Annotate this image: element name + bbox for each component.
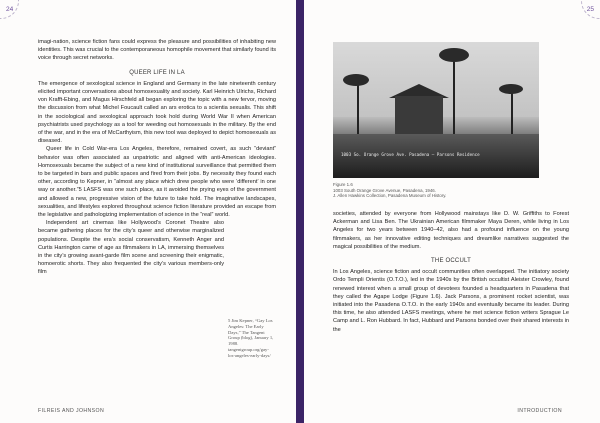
page-number: 24: [6, 6, 14, 13]
running-footer: INTRODUCTION: [517, 408, 562, 414]
figure-credit: J. Allen Hawkins Collection, Pasadena Museum of History.: [333, 193, 447, 199]
figure-title: 1003 South Orange Grove Avenue, Pasadena, 1946.: [333, 187, 436, 193]
book-gutter: [296, 0, 304, 423]
photo-palm-fronds: [439, 48, 469, 62]
body-paragraph: Independent art cinemas like Hollywood’s Coronet Theatre also became gathering places for the city’s queer and otherwise marginalized populations. Despite the era’s social conservatism, Kenneth Anger and Curtis Harrington came of age as filmmakers in LA, immersing themselves in the city’s growing avant-garde film scene and screening their enigmatic, homoerotic shorts. They also frequented the city’s various members-only film: [38, 220, 224, 276]
photo-palm-trunk: [511, 90, 513, 136]
section-heading: THE OCCULT: [431, 258, 471, 265]
left-body: [38, 38, 276, 277]
right-body: [333, 210, 569, 334]
body-paragraph: The emergence of sexological science in England and Germany in the late nineteenth century elicited important conversations about homosexuality and society. Karl Heinrich Ulrichs, Richard von Krafft-Ebing, and Magus Hirschfeld all began exploring the topic with a new fervor, moving the discussion from what Michel Foucault called an ars erotica to a scientia sexualis. This shift in the sociological and sexological approach took hold during World War II when American psychiatrists used psychology as a tool for weeding out homosexuals in the military. By the end of the war, and in the era of McCarthyism, this new tool was deployed to depict homosexuals as diseased.: [38, 80, 276, 145]
photo-inscription: 1003 So. Orange Grove Ave. Pasadena — Parsons Residence: [341, 152, 480, 157]
historical-photograph: [333, 42, 539, 178]
photo-house: [395, 96, 443, 134]
figure-label: Figure 1.6: [333, 182, 353, 187]
photo-palm-fronds: [343, 74, 369, 86]
photo-palm-fronds: [499, 84, 523, 94]
left-page: [0, 0, 296, 423]
running-footer: FILREIS AND JOHNSON: [38, 408, 105, 414]
right-page: [304, 0, 600, 423]
intro-paragraph: imagi-nation, science fiction fans could express the pleasure and possibilities of inhabiting new identities. This was crucial to the contemporaneous homophile movement that similarly found its voice through secret networks.: [38, 39, 276, 62]
footnote: 5 Jim Kepner, “Gay Los Angeles: The Early Days,” The Tangent Group (blog), January 1, 1988. tangentgroup.org/gay-los-angeles-early-days/: [228, 318, 274, 358]
photo-palm-trunk: [453, 56, 455, 136]
body-paragraph: Queer life in Cold War-era Los Angeles, therefore, remained covert, as such “deviant” behavior was often associated as unpatriotic and aligned with anti-American ideologies. Homosexuals became the subject of a new kind of institutional surveillance that permitted them to be targeted in bars and public spaces and fired from their jobs. By necessity they found each other, according to Kepner, in “almost any place which drew people who were ‘different’ in one way or another.”5 LASFS was one such place, as it avoided the prying eyes of the government and allowed a new, progressive vision of the future to take hold. The imaginative landscapes, sexualities, and lifestyles explored throughout science fiction literature provided an escape from the legislative and pathologizing implementation of science in the “real” world.: [38, 146, 276, 219]
figure-caption: [333, 182, 446, 199]
body-paragraph: societies, attended by everyone from Hollywood mainstays like D. W. Griffiths to Forest Ackerman and Lisa Ben. The Ukrainian American filmmaker Maya Deren, while living in Los Angeles for two years between 1940–42, also had a profound influence on the young filmmakers, as her innovative editing techniques and dreamlike narratives suggested the magical possibilities of the medium.: [333, 211, 569, 250]
section-heading: QUEER LIFE IN LA: [129, 69, 185, 76]
page-number: 25: [586, 6, 594, 13]
photo-palm-trunk: [357, 82, 359, 136]
body-paragraph: In Los Angeles, science fiction and occult communities often overlapped. The initiatory society Ordo Templi Orientis (O.T.O.), led in the 1940s by the British occultist Aleister Crowley, found renewed interest when a small group of devotees founded a headquarters in Pasadena that they called the Agape Lodge (Figure 1.6). Jack Parsons, a prominent rocket scientist, was initiated into the Pasadena O.T.O. in the early 1940s and eventually became its leader. During this time, he also attended LASFS meetings, where he met science fiction writers Sprague Le Camp and L. Ron Hubbard. In fact, Hubbard and Parsons bonded over their shared interests in the: [333, 269, 569, 333]
